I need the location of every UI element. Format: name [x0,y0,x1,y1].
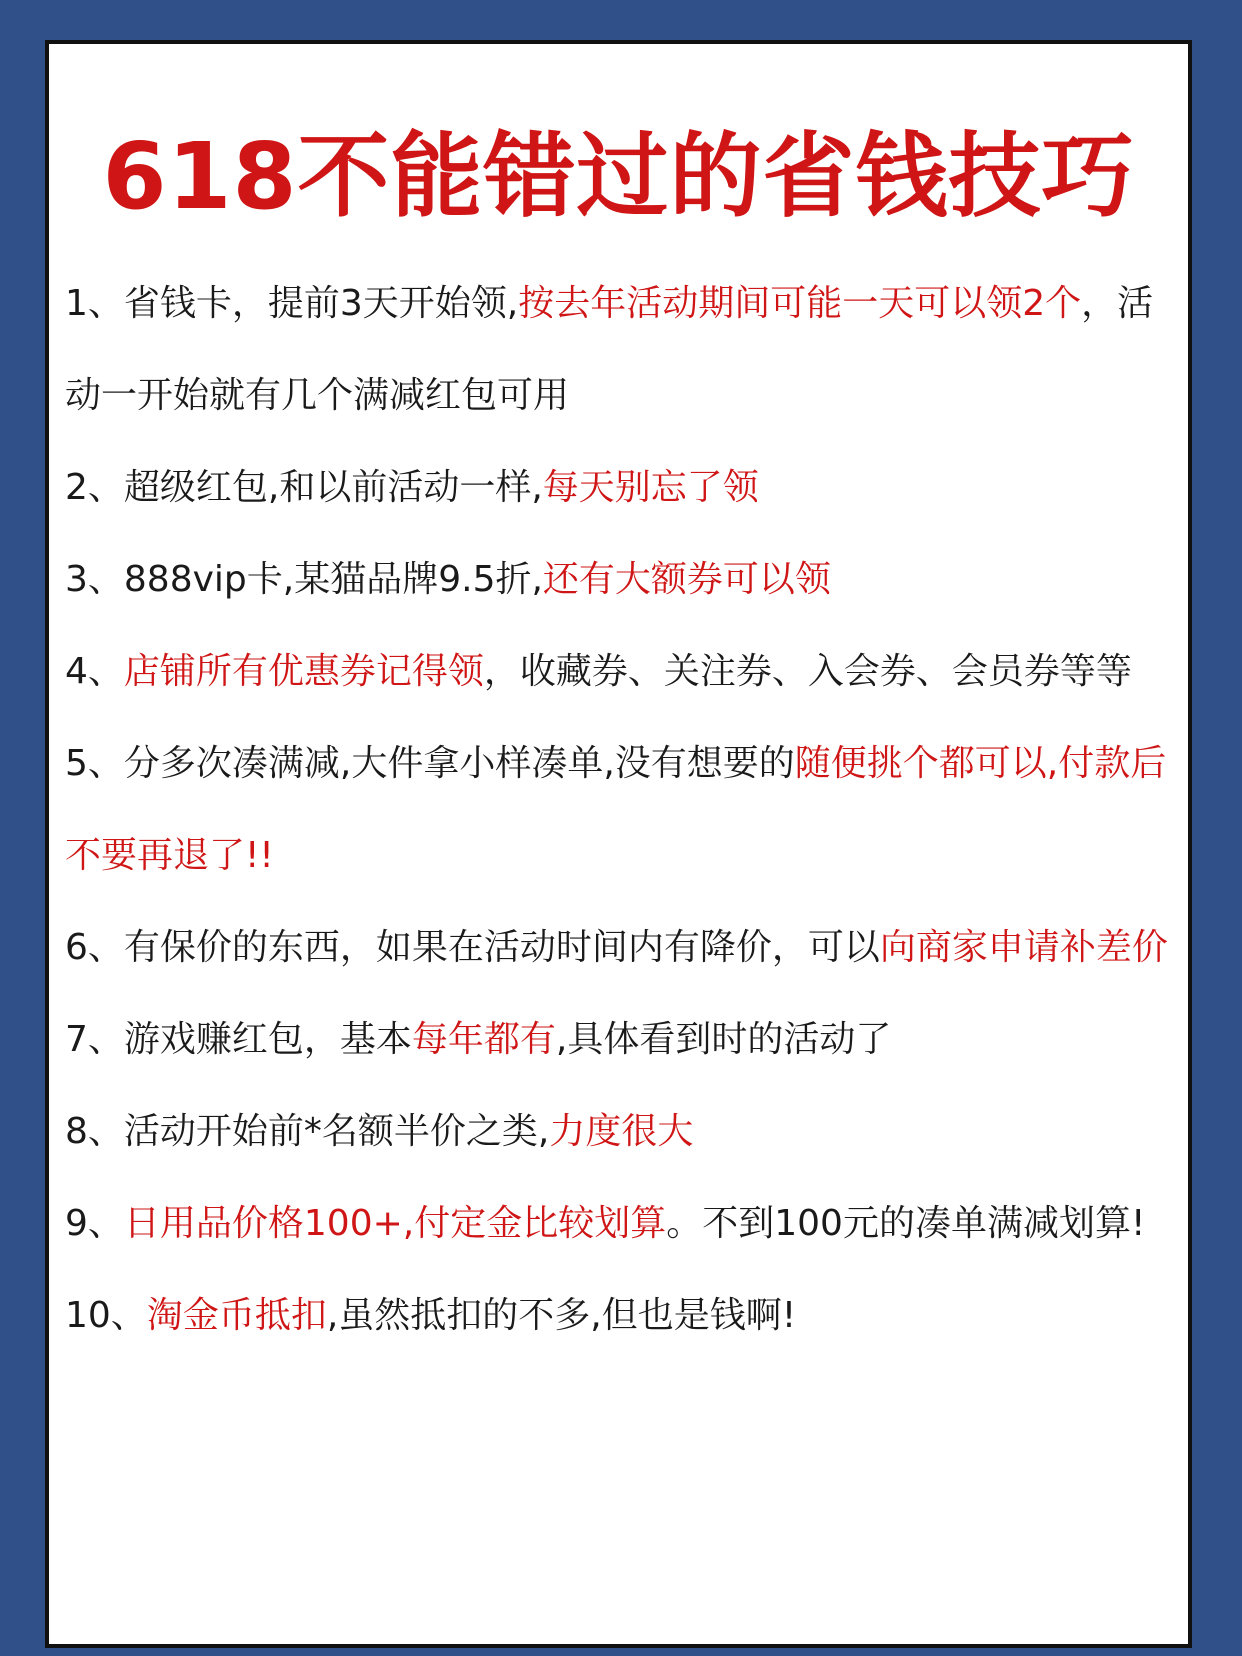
tip-item-9 [65,1178,1180,1270]
tip-highlight: 还有大额券可以领 [542,559,831,600]
tip-text: 5、分多次凑满减,大件拿小样凑单,没有想要的 [65,743,795,784]
tip-text: ，活动一开始就有几个满减红包可用 [65,283,1154,416]
tip-text: 。不到100元的凑单满减划算! [666,1203,1146,1244]
tip-text: ，收藏券、关注券、入会券、会员券等等 [483,651,1132,692]
tip-text: 7、游戏赚红包，基本 [65,1019,412,1060]
tip-item-1 [65,258,1180,442]
tip-highlight: 按去年活动期间可能一天可以领2个 [518,283,1082,324]
tip-text: 8、活动开始前*名额半价之类, [65,1111,550,1152]
tip-text: ,具体看到时的活动了 [555,1019,892,1060]
tip-text: ,虽然抵扣的不多,但也是钱啊! [326,1295,797,1336]
tip-item-4 [65,626,1180,718]
tip-text: 10、 [65,1295,147,1336]
tip-text: 2、超级红包,和以前活动一样, [65,467,543,508]
tip-item-3 [65,534,1180,626]
tip-text: 4、 [65,651,124,692]
tip-item-7 [65,994,1180,1086]
tip-item-10 [65,1270,1180,1362]
tip-highlight: 日用品价格100+,付定金比较划算 [123,1203,667,1244]
tip-text: 9、 [65,1203,124,1244]
tip-highlight: 淘金币抵扣 [146,1295,327,1336]
tip-text: 6、有保价的东西，如果在活动时间内有降价，可以 [65,927,880,968]
tips-list [65,258,1180,1362]
content-card [45,40,1192,1648]
tip-text: 3、888vip卡,某猫品牌9.5折, [65,559,543,600]
tip-highlight: 每年都有 [411,1019,556,1060]
tip-text: 1、省钱卡，提前3天开始领, [65,283,519,324]
tip-highlight: 向商家申请补差价 [879,927,1168,968]
tip-item-2 [65,442,1180,534]
tip-highlight: 随便挑个都可以,付款后不要再退了!! [65,743,1167,876]
tip-item-8 [65,1086,1180,1178]
page-title: 618不能错过的省钱技巧 [102,123,1135,230]
tip-highlight: 店铺所有优惠券记得领 [123,651,484,692]
tip-highlight: 每天别忘了领 [542,467,759,508]
tip-item-5 [65,718,1180,902]
tip-item-6 [65,902,1180,994]
tip-highlight: 力度很大 [549,1111,694,1152]
